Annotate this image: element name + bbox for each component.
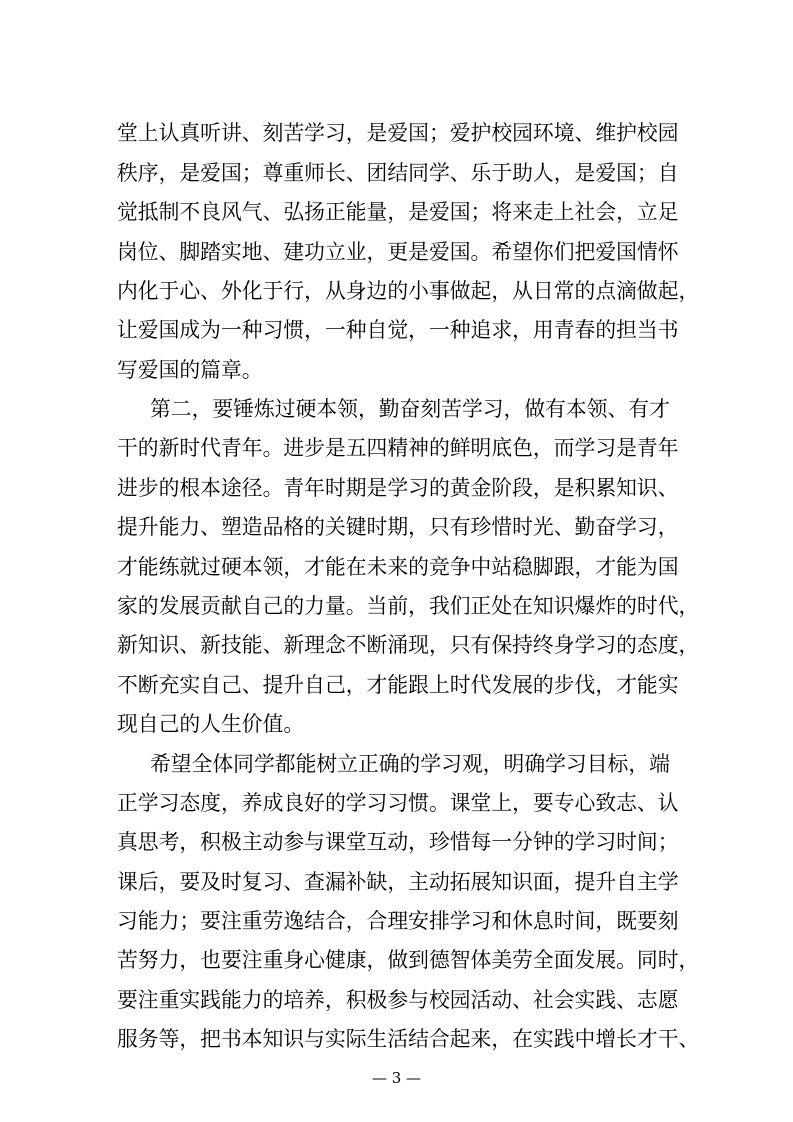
- text-line: 正学习态度，养成良好的学习习惯。课堂上，要专心致志、认: [117, 791, 679, 815]
- text-line: 写爱国的篇章。: [117, 358, 263, 382]
- text-line: 课后，要及时复习、查漏补缺，主动拓展知识面，提升自主学: [117, 870, 679, 894]
- text-line: 秩序，是爱国；尊重师长、团结同学、乐于助人，是爱国；自: [117, 161, 679, 185]
- text-line: 岗位、脚踏实地、建功立业，更是爱国。希望你们把爱国情怀: [117, 240, 679, 264]
- text-line: 服务等，把书本知识与实际生活结合起来，在实践中增长才干、: [117, 1027, 700, 1051]
- text-line: 觉抵制不良风气、弘扬正能量，是爱国；将来走上社会，立足: [117, 200, 679, 224]
- text-line: 现自己的人生价值。: [117, 712, 305, 736]
- text-line: 第二，要锤炼过硬本领，勤奋刻苦学习，做有本领、有才: [150, 397, 670, 421]
- text-line: 内化于心、外化于行，从身边的小事做起，从日常的点滴做起，: [117, 279, 700, 303]
- text-line: 真思考，积极主动参与课堂互动，珍惜每一分钟的学习时间；: [117, 830, 679, 854]
- text-line: 提升能力、塑造品格的关键时期，只有珍惜时光、勤奋学习，: [117, 515, 679, 539]
- page-number: — 3 —: [371, 1069, 422, 1087]
- text-line: 进步的根本途径。青年时期是学习的黄金阶段，是积累知识、: [117, 476, 679, 500]
- text-line: 家的发展贡献自己的力量。当前，我们正处在知识爆炸的时代，: [117, 594, 700, 618]
- text-line: 要注重实践能力的培养，积极参与校园活动、社会实践、志愿: [117, 988, 679, 1012]
- text-line: 让爱国成为一种习惯，一种自觉，一种追求，用青春的担当书: [117, 318, 679, 342]
- text-line: 干的新时代青年。进步是五四精神的鲜明底色，而学习是青年: [117, 436, 679, 460]
- text-line: 苦努力，也要注重身心健康，做到德智体美劳全面发展。同时，: [117, 948, 700, 972]
- text-line: 希望全体同学都能树立正确的学习观，明确学习目标，端: [150, 752, 670, 776]
- text-line: 习能力；要注重劳逸结合，合理安排学习和休息时间，既要刻: [117, 909, 679, 933]
- text-line: 堂上认真听讲、刻苦学习，是爱国；爱护校园环境、维护校园: [117, 121, 679, 145]
- text-line: 不断充实自己、提升自己，才能跟上时代发展的步伐，才能实: [117, 673, 679, 697]
- text-line: 新知识、新技能、新理念不断涌现，只有保持终身学习的态度，: [117, 633, 700, 657]
- text-line: 才能练就过硬本领，才能在未来的竞争中站稳脚跟，才能为国: [117, 555, 679, 579]
